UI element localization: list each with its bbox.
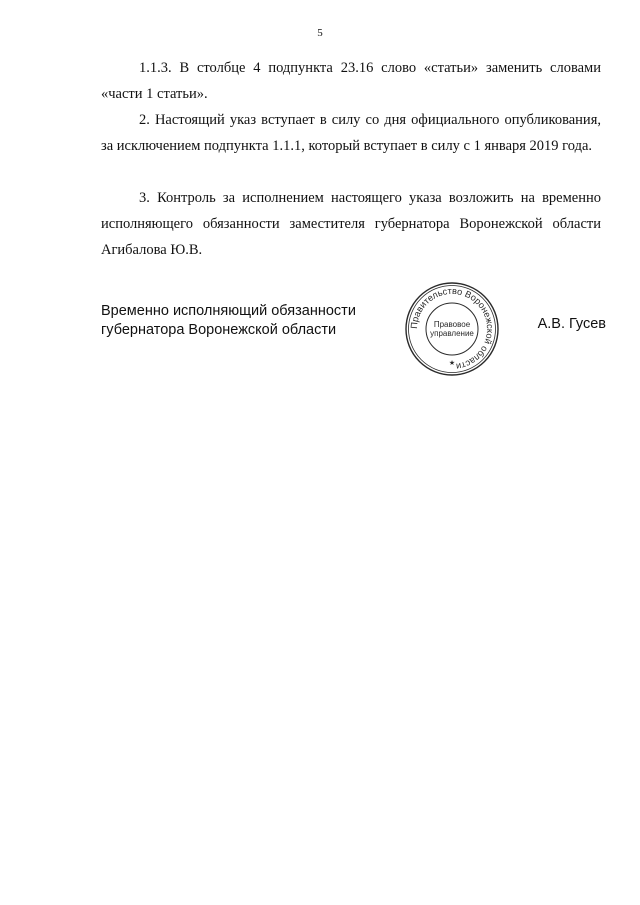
stamp-center-line-1: Правовое (433, 320, 471, 329)
signatory-position-line-2: губернатора Воронежской области (101, 322, 337, 338)
paragraph-2: 2. Настоящий указ вступает в силу со дня официального опубликования, за исключением подпункта 1.1.1, который вступает в силу с 1 января 2019 года. (101, 112, 601, 154)
signatory-position (101, 302, 356, 340)
official-stamp (404, 281, 500, 377)
signatory-position-line-1: Временно исполняющий обязанности (101, 303, 356, 319)
paragraph-3: 3. Контроль за исполнением настоящего указа возложить на временно исполняющего обязанности заместителя губернатора Воронежской области Агибалова Ю.В. (101, 190, 601, 258)
paragraph-1-1-3: 1.1.3. В столбце 4 подпункта 23.16 слово «статьи» заменить словами «части 1 статьи». (101, 60, 601, 102)
page-number: 5 (317, 27, 323, 39)
stamp-center-line-2: управление (430, 329, 474, 338)
signatory-name: А.В. Гусев (537, 316, 606, 332)
stamp-ring-textpath: Правительство Воронежской области (408, 285, 496, 372)
stamp-star-icon: ★ (448, 359, 456, 367)
